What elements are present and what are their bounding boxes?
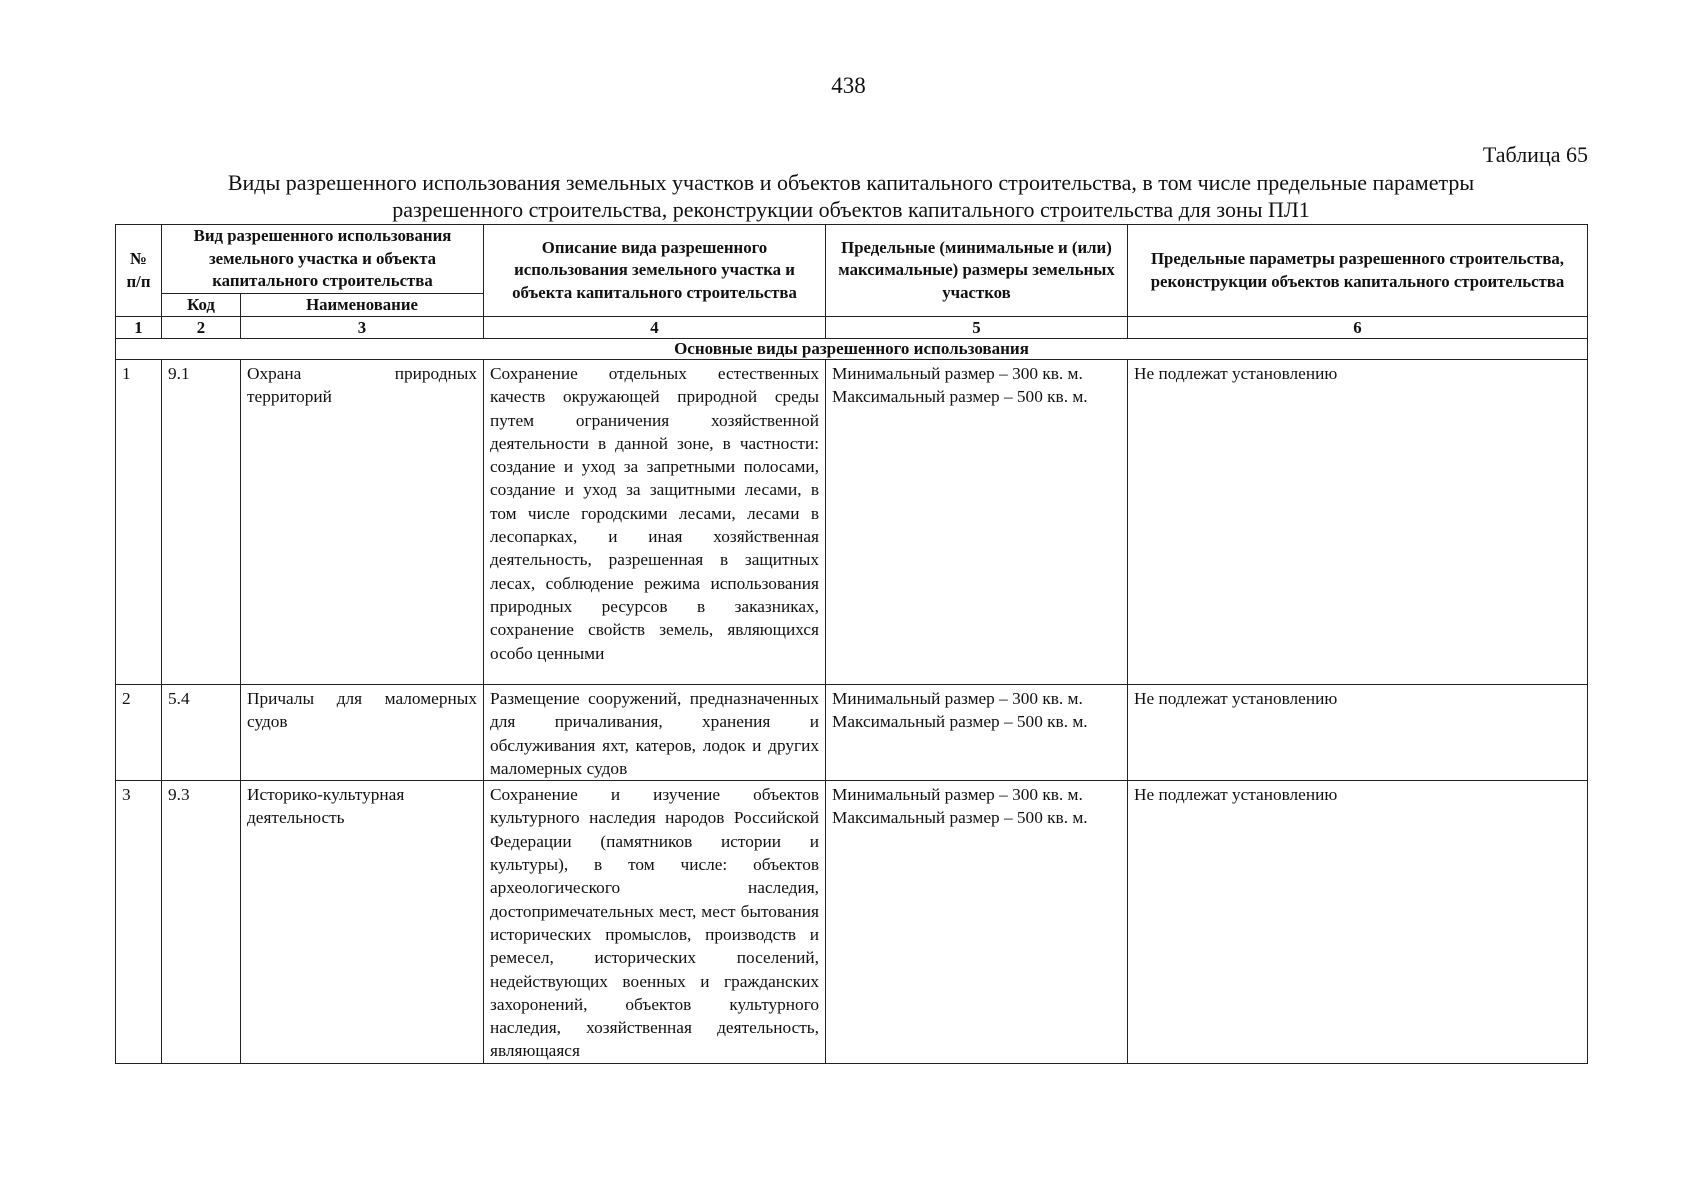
column-number: 5 [826,317,1128,339]
header-number: № п/п [116,225,162,317]
column-number: 3 [241,317,484,339]
page-number: 438 [831,73,866,98]
table-title [116,169,1586,223]
row-name: Причалы для маломерных судов [241,685,484,781]
row-number: 3 [116,781,162,1064]
header-description: Описание вида разрешенного использования земельного участка и объекта капитального строительства [484,225,826,317]
column-number: 6 [1128,317,1588,339]
header-params: Предельные параметры разрешенного строительства, реконструкции объектов капитального строительства [1128,225,1588,317]
row-size-max: Максимальный размер – 500 кв. м. [832,808,1088,828]
row-params: Не подлежат установлению [1128,781,1588,1064]
row-sizes [826,781,1128,1064]
row-size-max: Максимальный размер – 500 кв. м. [832,387,1088,407]
header-sizes: Предельные (минимальные и (или) максимальные) размеры земельных участков [826,225,1128,317]
row-size-min: Минимальный размер – 300 кв. м. [832,785,1083,805]
row-size-max: Максимальный размер – 500 кв. м. [832,712,1088,732]
column-number: 2 [162,317,241,339]
table-row [116,360,1588,685]
row-name: Историко-культурная деятельность [241,781,484,1064]
header-name: Наименование [241,294,484,317]
section-title: Основные виды разрешенного использования [116,339,1588,360]
row-description: Сохранение и изучение объектов культурного наследия народов Российской Федерации (памятников истории и культуры), в том числе: объектов археологического наследия, достопримечательных мест, мест бытования исторических промыслов, производств и ремесел, исторических поселений, недействующих военных и гражданских захоронений, объектов культурного наследия, хозяйственная деятельность, являющаяся [484,781,826,1064]
row-description: Сохранение отдельных естественных качеств окружающей природной среды путем ограничения хозяйственной деятельности в данной зоне, в частности: создание и уход за запретными полосами, создание и уход за защитными лесами, в том числе городскими лесами, лесами в лесопарках, и иная хозяйственная деятельность, разрешенная в защитных лесах, соблюдение режима использования природных ресурсов в заказниках, сохранение свойств земель, являющихся особо ценными [484,360,826,685]
row-code: 9.3 [162,781,241,1064]
row-number: 1 [116,360,162,685]
table-label: Таблица 65 [1482,142,1588,167]
row-name: Охрана природных территорий [241,360,484,685]
table-row [116,781,1588,1064]
row-sizes [826,685,1128,781]
header-code: Код [162,294,241,317]
row-size-min: Минимальный размер – 300 кв. м. [832,364,1083,383]
row-code: 9.1 [162,360,241,685]
header-type-group: Вид разрешенного использования земельного участка и объекта капитального строительства [162,225,484,294]
table-title-line-2: разрешенного строительства, реконструкции объектов капитального строительства для зоны ПЛ1 [392,197,1310,222]
land-use-table [115,224,1588,1064]
column-number: 1 [116,317,162,339]
row-description: Размещение сооружений, предназначенных для причаливания, хранения и обслуживания яхт, катеров, лодок и других маломерных судов [484,685,826,781]
row-params: Не подлежат установлению [1128,360,1588,685]
table-title-line-1: Виды разрешенного использования земельных участков и объектов капитального строительства, в том числе предельные параметры [227,170,1475,195]
column-number: 4 [484,317,826,339]
row-size-min: Минимальный размер – 300 кв. м. [832,689,1083,708]
row-params: Не подлежат установлению [1128,685,1588,781]
row-number: 2 [116,685,162,781]
row-sizes [826,360,1128,685]
row-code: 5.4 [162,685,241,781]
table-row [116,685,1588,781]
